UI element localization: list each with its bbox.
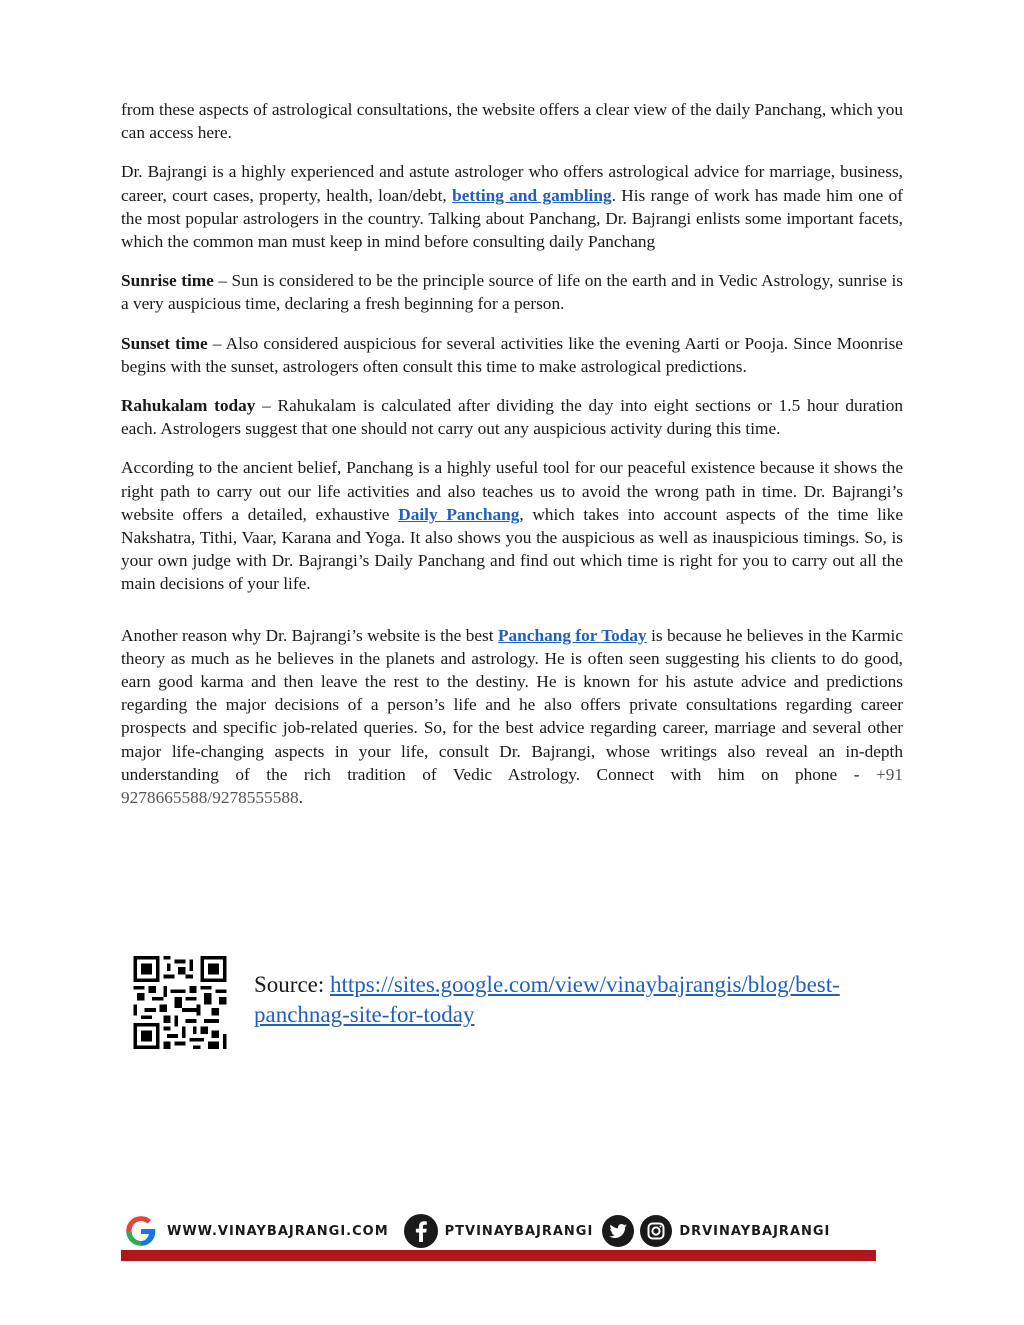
paragraph-about-text: Dr. Bajrangi is a highly experienced and astute astrologer who offers astrological advice for marriage, business, career, court cases, property, health, loan/debt,	[121, 162, 903, 205]
paragraph-reason-text: Another reason why Dr. Bajrangi’s website is the best	[121, 625, 498, 645]
source-label: Source:	[254, 972, 331, 997]
footer-red-bar	[121, 1250, 876, 1261]
sunset-text: – Also considered auspicious for several activities like the evening Aarti or Pooja. Since Moonrise begins with the sunset, astrologers often consult this time to make astrological predictions.	[121, 333, 903, 376]
rahukalam-text: – Rahukalam is calculated after dividing the day into eight sections or 1.5 hour duration each. Astrologers suggest that one should not carry out any auspicious activity during this time.	[121, 396, 903, 439]
rahukalam-heading: Rahukalam today	[121, 396, 256, 416]
daily-panchang-link[interactable]: Daily Panchang	[398, 504, 520, 524]
footer-banner	[121, 1212, 876, 1264]
sunrise-text: – Sun is considered to be the principle source of life on the earth and in Vedic Astrology, sunrise is a very auspicious time, declaring a fresh beginning for a person.	[121, 271, 903, 314]
google-icon	[121, 1212, 161, 1250]
paragraph-about-text-end: . His range of work has made him one of the most popular astrologers in the country. Talking about Panchang, Dr. Bajrangi enlists some important facets, which the common man must keep in mind before consulting daily Panchang	[121, 185, 903, 252]
paragraph-about	[121, 160, 903, 253]
paragraph-intro	[121, 98, 903, 144]
paragraph-rahukalam	[121, 394, 903, 440]
paragraph-belief	[121, 456, 903, 595]
phone-number: +91 9278665588/9278555588	[121, 764, 903, 808]
paragraph-belief-text: According to the ancient belief, Panchang is a highly useful tool for our peaceful existence because it shows the right path to carry out our life activities and also teaches us to avoid the wrong path in time. Dr. Bajrangi’s website offers a detailed, exhaustive	[121, 458, 903, 524]
article-body	[121, 98, 903, 809]
paragraph-reason-end: .	[298, 788, 303, 808]
sunset-heading: Sunset time	[121, 333, 208, 353]
social-handle-text[interactable]: DRVINAYBAJRANGI	[679, 1223, 831, 1239]
paragraph-belief-text-end: , which takes into account aspects of the time like Nakshatra, Tithi, Vaar, Karana and Yoga. It also shows you the auspicious as well as inauspicious timings. So, is your own judge with Dr. Bajrangi’s Daily Panchang and find out which time is right for you to carry out all the main decisions of your life.	[121, 504, 903, 594]
paragraph-sunset	[121, 332, 903, 378]
paragraph-reason	[121, 624, 903, 810]
website-text[interactable]: WWW.VINAYBAJRANGI.COM	[167, 1223, 389, 1239]
qr-code-icon	[131, 956, 229, 1049]
twitter-icon[interactable]	[601, 1214, 635, 1248]
paragraph-sunrise	[121, 269, 903, 315]
panchang-for-today-link[interactable]: Panchang for Today	[497, 625, 647, 645]
facebook-handle-text[interactable]: PTVINAYBAJRANGI	[444, 1223, 594, 1239]
source-url-link[interactable]: https://sites.google.com/view/vinaybajrangis/blog/best-panchnag-site-for-today	[254, 972, 840, 1027]
betting-gambling-link[interactable]: betting and gambling	[452, 185, 612, 205]
facebook-icon[interactable]	[403, 1213, 439, 1249]
source-block	[131, 956, 931, 1056]
sunrise-heading: Sunrise time	[121, 271, 214, 291]
footer-row	[121, 1212, 876, 1250]
instagram-icon[interactable]	[639, 1214, 673, 1248]
source-citation	[254, 970, 894, 1030]
paragraph-reason-text-mid: is because he believes in the Karmic theory as much as he believes in the planets and astrology. He is often seen suggesting his clients to do good, earn good karma and then leave the rest to the destiny. He is known for his astute advice and predictions regarding the major decisions of a person’s life and he also offers private consultations regarding career prospects and specific job-related queries. So, for the best advice regarding career, marriage and several other major life-changing aspects in your life, consult Dr. Bajrangi, whose writings also reveal an in-depth understanding of the rich tradition of Vedic Astrology. Connect with him on phone -	[121, 625, 903, 784]
paragraph-intro-text: from these aspects of astrological consultations, the website offers a clear view of the daily Panchang, which you can access here.	[121, 100, 903, 143]
